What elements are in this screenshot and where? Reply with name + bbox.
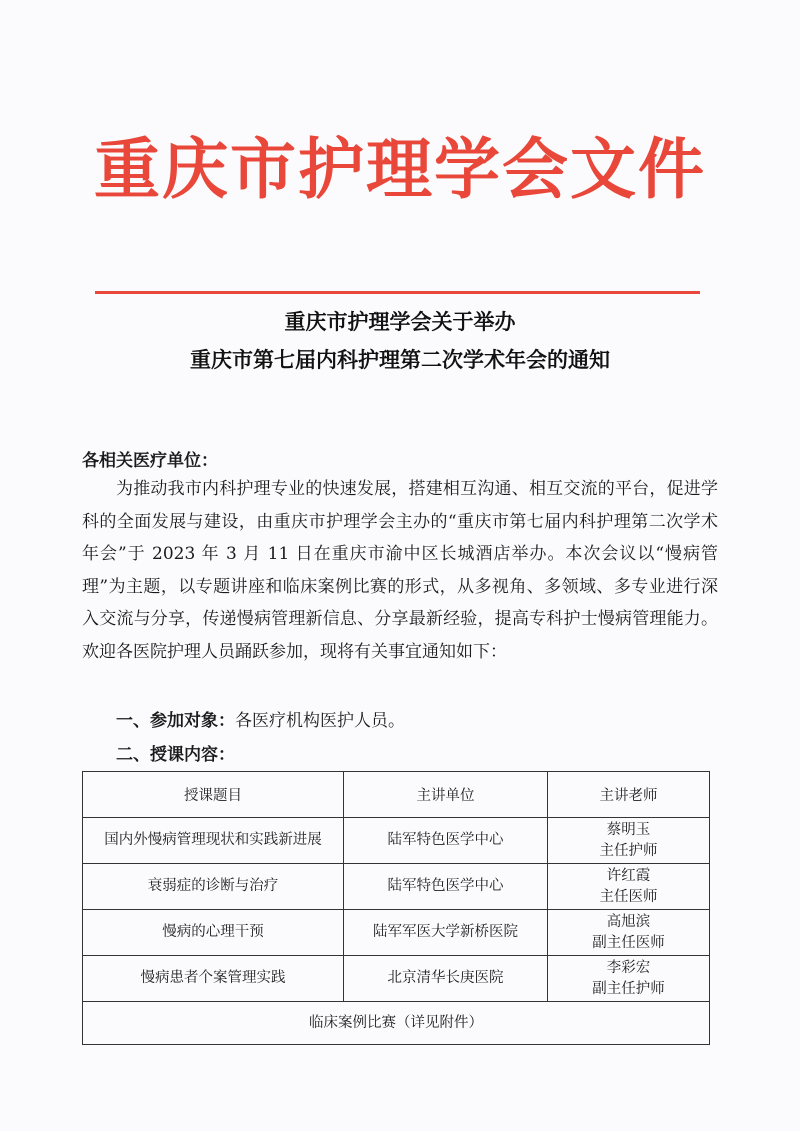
salutation: 各相关医疗单位： xyxy=(82,451,218,471)
section-course-heading: 二、授课内容： xyxy=(116,745,235,765)
table-row xyxy=(83,910,710,956)
cell-teacher xyxy=(547,818,709,864)
section-participants xyxy=(82,706,405,731)
cell-topic: 国内外慢病管理现状和实践新进展 xyxy=(83,818,344,864)
table-row-case-competition xyxy=(83,1002,710,1045)
section-participants-heading: 一、参加对象： xyxy=(116,711,235,731)
table-row xyxy=(83,818,710,864)
cell-unit: 北京清华长庚医院 xyxy=(344,956,548,1002)
teacher-title: 副主任医师 xyxy=(592,934,665,951)
teacher-name: 蔡明玉 xyxy=(606,821,651,838)
header-unit: 主讲单位 xyxy=(344,772,548,818)
table-header-row xyxy=(83,772,710,818)
header-topic: 授课题目 xyxy=(83,772,344,818)
cell-unit: 陆军特色医学中心 xyxy=(344,818,548,864)
header-teacher: 主讲老师 xyxy=(547,772,709,818)
cell-unit: 陆军特色医学中心 xyxy=(344,864,548,910)
cell-topic: 慢病患者个案管理实践 xyxy=(83,956,344,1002)
table-row xyxy=(83,956,710,1002)
body-paragraph: 为推动我市内科护理专业的快速发展，搭建相互沟通、相互交流的平台，促进学科的全面发展与建设，由重庆市护理学会主办的“重庆市第七届内科护理第二次学术年会”于 2023 年 3 月 11 日在重庆市渝中区长城酒店举办。本次会议以“慢病管理”为主题，以专题讲座和临床案例比赛的形式，从多视角、多领域、多专业进行深入交流与分享，传递慢病管理新信息、分享最新经验，提高专科护士慢病管理能力。欢迎各医院护理人员踊跃参加，现将有关事宜通知如下： xyxy=(82,479,718,662)
notice-title-line-2: 重庆市第七届内科护理第二次学术年会的通知 xyxy=(190,347,610,372)
teacher-title: 主任医师 xyxy=(599,888,658,905)
letterhead-title: 重庆市护理学会文件 xyxy=(94,131,706,208)
teacher-name: 李彩宏 xyxy=(606,959,651,976)
section-course-content xyxy=(82,740,235,765)
teacher-title: 主任护师 xyxy=(599,842,658,859)
cell-teacher xyxy=(547,864,709,910)
cell-teacher xyxy=(547,910,709,956)
notice-title-line-1: 重庆市护理学会关于举办 xyxy=(284,309,516,334)
cell-teacher xyxy=(547,956,709,1002)
teacher-title: 副主任护师 xyxy=(592,980,665,997)
red-divider-rule xyxy=(95,291,700,294)
cell-topic: 衰弱症的诊断与治疗 xyxy=(83,864,344,910)
teacher-name: 高旭滨 xyxy=(606,913,651,930)
course-table xyxy=(82,771,710,1045)
cell-topic: 慢病的心理干预 xyxy=(83,910,344,956)
table-row xyxy=(83,864,710,910)
cell-unit: 陆军军医大学新桥医院 xyxy=(344,910,548,956)
cell-case-competition: 临床案例比赛（详见附件） xyxy=(83,1002,710,1045)
teacher-name: 许红霞 xyxy=(606,867,651,884)
section-participants-text: 各医疗机构医护人员。 xyxy=(235,711,405,731)
